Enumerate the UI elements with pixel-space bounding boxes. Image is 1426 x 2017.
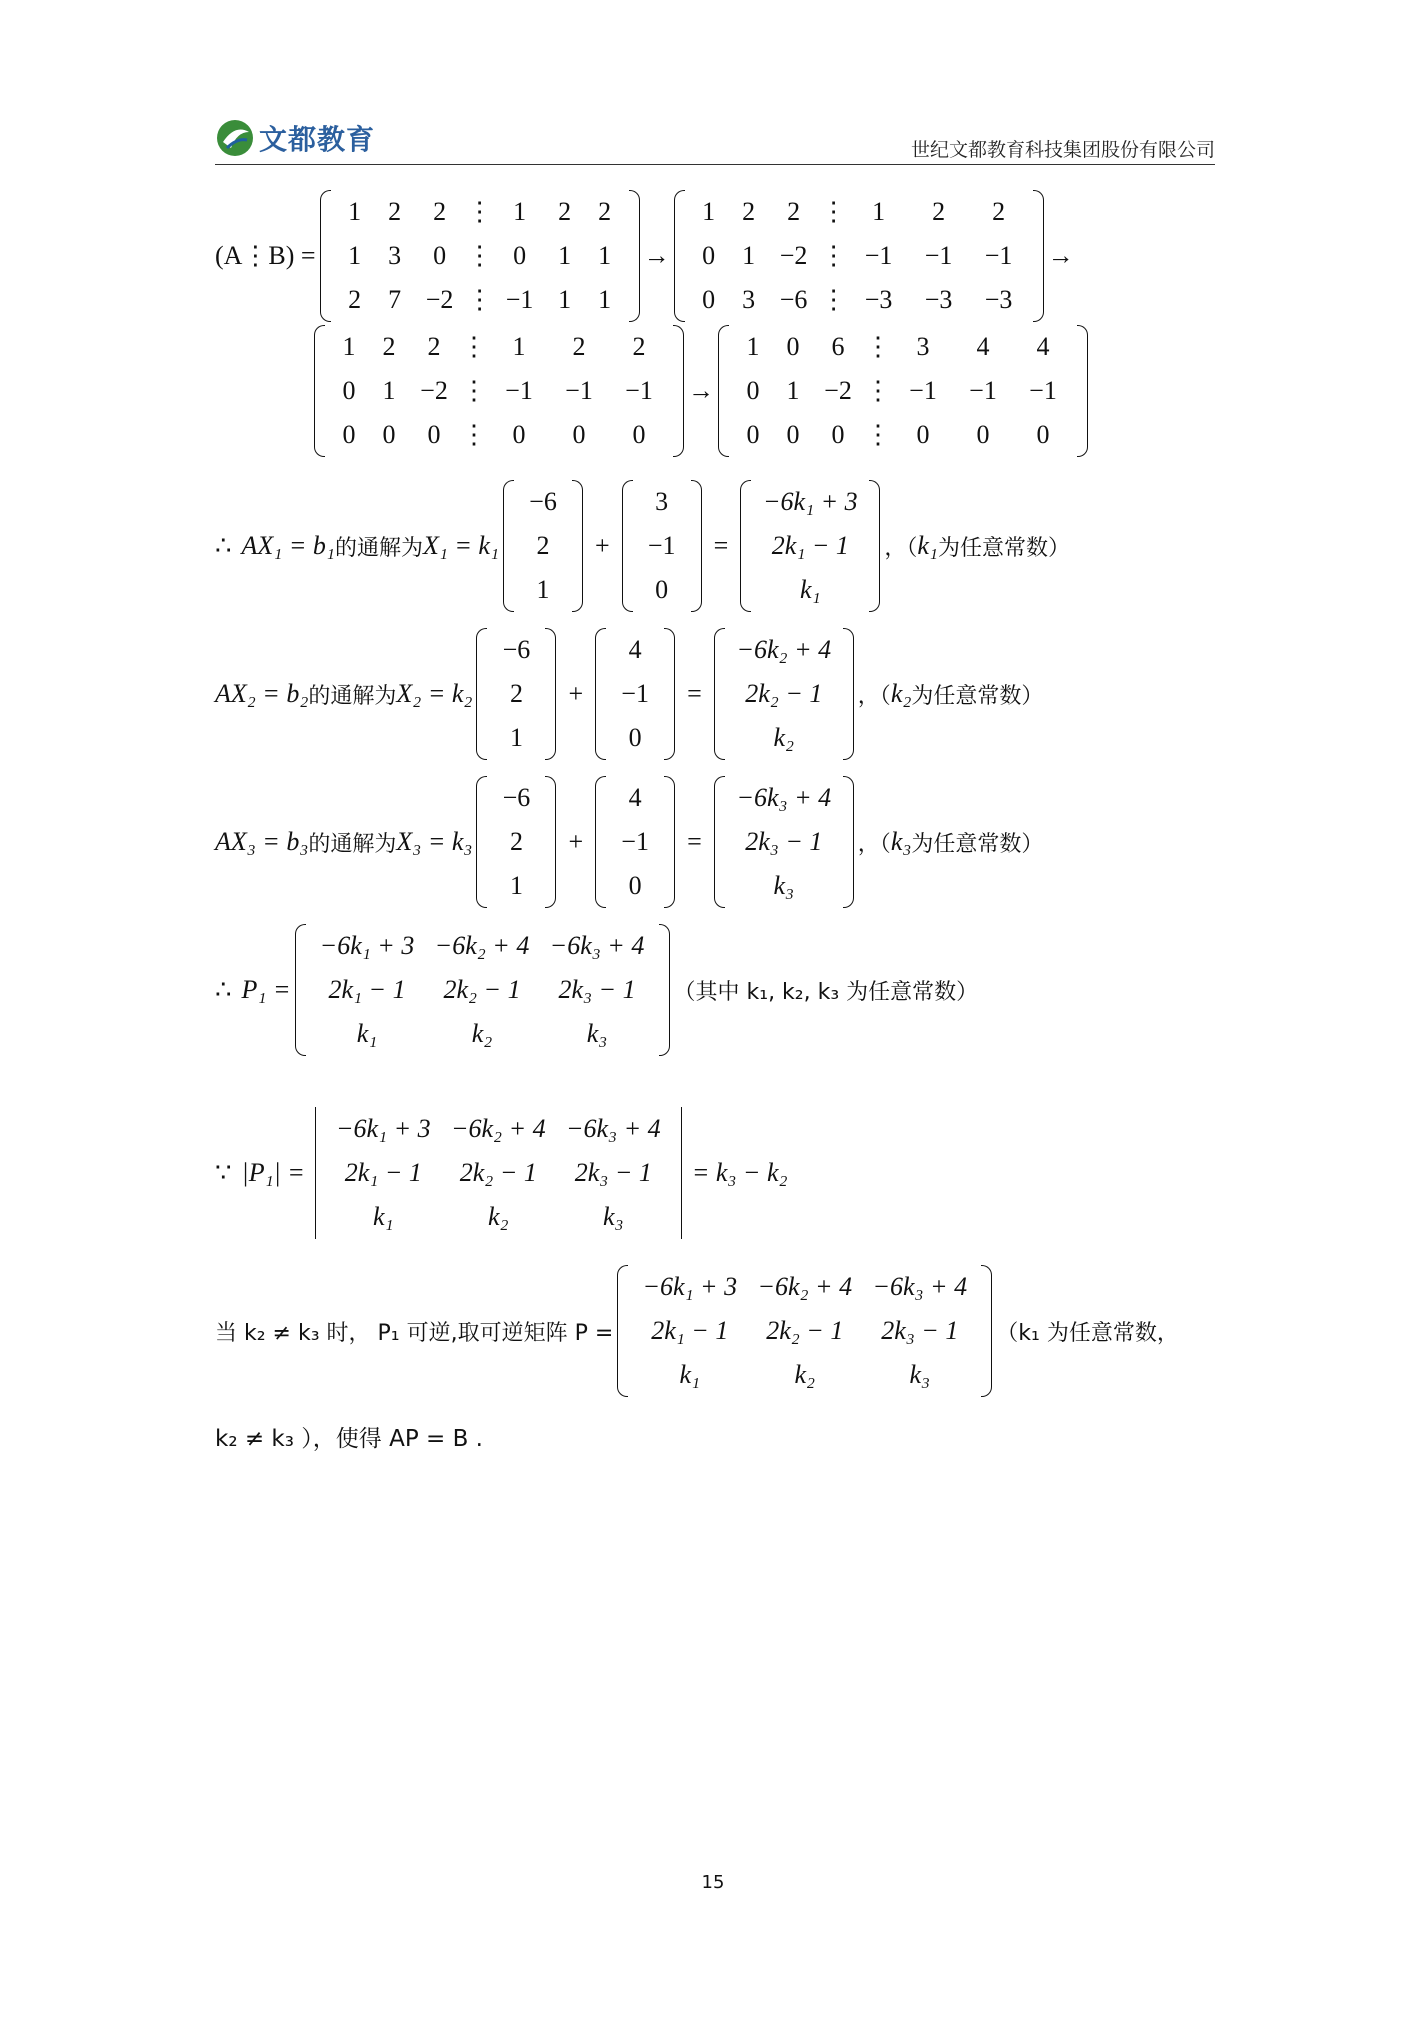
matrix-entry: 2 bbox=[932, 197, 946, 226]
matrix-entry: 0 bbox=[382, 420, 396, 449]
page-number: 15 bbox=[701, 1872, 725, 1893]
column-vector bbox=[476, 628, 556, 760]
matrix-entry: −6k₂ + 4 bbox=[450, 1114, 546, 1143]
matrix-entry: 0 bbox=[976, 420, 990, 449]
matrix-entry: 2 bbox=[992, 197, 1006, 226]
matrix-entry: 0 bbox=[632, 420, 646, 449]
matrix-entry: 2 bbox=[433, 197, 447, 226]
matrix-entry: 4 bbox=[1036, 332, 1050, 361]
matrix-entry: ⋮ bbox=[865, 420, 891, 449]
matrix-entry: −1 bbox=[984, 241, 1013, 270]
matrix-entry: 1 bbox=[558, 241, 572, 270]
matrix-entry: −6k₃ + 4 bbox=[549, 931, 645, 960]
matrix-entry: 2 bbox=[427, 332, 441, 361]
vector-entry: −6k₁ + 3 bbox=[763, 487, 858, 516]
therefore-symbol: ∴ bbox=[215, 975, 232, 1004]
matrix-entry: 4 bbox=[976, 332, 990, 361]
matrix-entry: 7 bbox=[388, 285, 402, 314]
vector-entry: 2k₂ − 1 bbox=[745, 679, 823, 708]
matrix-entry: k₂ bbox=[794, 1360, 816, 1389]
det-matrix bbox=[309, 1107, 688, 1239]
header-rule bbox=[215, 164, 1215, 165]
any-constant-label: 为任意常数） bbox=[937, 535, 1070, 561]
any-constant-label: 为任意常数） bbox=[911, 831, 1044, 857]
plus-sign: + bbox=[568, 827, 584, 856]
matrix-entry: 0 bbox=[746, 376, 760, 405]
vector-entry: 2 bbox=[509, 679, 523, 708]
vector-entry: 1 bbox=[536, 575, 550, 604]
plus-sign: + bbox=[595, 531, 610, 560]
equals-sign: = bbox=[687, 827, 702, 856]
det-lhs: |P₁| = bbox=[241, 1158, 305, 1187]
matrix-entry: 0 bbox=[916, 420, 930, 449]
logo-text: 文都教育 bbox=[259, 123, 376, 156]
final-prefix: 当 k₂ ≠ k₃ 时， P₁ 可逆,取可逆矩阵 P = bbox=[215, 1320, 614, 1346]
matrix-entry: 2k₁ − 1 bbox=[328, 975, 406, 1004]
matrix-entry: 2k₃ − 1 bbox=[558, 975, 636, 1004]
matrix-entry: 2 bbox=[572, 332, 586, 361]
matrix-entry: 1 bbox=[382, 376, 396, 405]
matrix-entry: ⋮ bbox=[820, 285, 847, 314]
matrix-entry: k₃ bbox=[586, 1019, 608, 1048]
matrix-entry: −6k₁ + 3 bbox=[642, 1272, 738, 1301]
matrix-entry: −3 bbox=[864, 285, 893, 314]
matrix-entry: 1 bbox=[742, 241, 756, 270]
matrix-entry: −1 bbox=[1029, 376, 1057, 405]
matrix-entry: 0 bbox=[702, 285, 716, 314]
any-constant-label: 为任意常数） bbox=[911, 683, 1044, 709]
matrix-3 bbox=[314, 325, 684, 457]
matrix-entry: ⋮ bbox=[820, 197, 847, 226]
matrix-entry: −6k₃ + 4 bbox=[565, 1114, 661, 1143]
matrix-entry: 0 bbox=[342, 420, 356, 449]
matrix-entry: k₂ bbox=[471, 1019, 493, 1048]
vector-entry: 2k₃ − 1 bbox=[745, 827, 823, 856]
matrix-entry: 0 bbox=[1036, 420, 1050, 449]
matrix-entry: 0 bbox=[831, 420, 845, 449]
matrix-entry: 1 bbox=[786, 376, 800, 405]
vector-entry: −6 bbox=[502, 635, 531, 664]
matrix-entry: 2k₃ − 1 bbox=[574, 1158, 652, 1187]
matrix-entry: −6 bbox=[779, 285, 808, 314]
matrix-entry: k₁ bbox=[356, 1019, 378, 1048]
matrix-entry: −1 bbox=[969, 376, 997, 405]
vector-entry: k₁ bbox=[800, 575, 821, 604]
matrix-entry: −1 bbox=[505, 285, 534, 314]
matrix-entry: ⋮ bbox=[461, 420, 487, 449]
constant-k: k₂ bbox=[890, 679, 912, 708]
matrix-entry: 0 bbox=[702, 241, 716, 270]
matrix-entry: 0 bbox=[513, 241, 527, 270]
vector-entry: 2 bbox=[536, 531, 550, 560]
vector-entry: 1 bbox=[509, 871, 523, 900]
matrix-entry: ⋮ bbox=[466, 241, 493, 270]
solution-2 bbox=[215, 628, 1043, 760]
matrix-entry: 2 bbox=[558, 197, 572, 226]
matrix-entry: −2 bbox=[425, 285, 454, 314]
matrix-entry: 2k₃ − 1 bbox=[881, 1316, 959, 1345]
matrix-entry: k₁ bbox=[679, 1360, 701, 1389]
matrix-entry: 1 bbox=[702, 197, 716, 226]
solution-1 bbox=[215, 480, 1070, 612]
vector-entry: 4 bbox=[628, 783, 642, 812]
because-symbol: ∵ bbox=[215, 1158, 232, 1187]
vector-entry: −6k₃ + 4 bbox=[736, 783, 832, 812]
matrix-entry: ⋮ bbox=[865, 332, 891, 361]
p1-lhs: P₁ = bbox=[241, 975, 291, 1004]
paren-open: ，（ bbox=[857, 683, 891, 709]
matrix-1 bbox=[320, 190, 640, 322]
matrix-entry: −6k₂ + 4 bbox=[757, 1272, 853, 1301]
matrix-entry: 2 bbox=[742, 197, 756, 226]
equals-sign: = bbox=[687, 679, 702, 708]
matrix-entry: 3 bbox=[388, 241, 402, 270]
matrix-entry: 6 bbox=[831, 332, 845, 361]
final-row bbox=[215, 1265, 1179, 1397]
matrix-entry: 1 bbox=[598, 285, 612, 314]
matrix-2 bbox=[674, 190, 1044, 322]
matrix-entry: 1 bbox=[512, 332, 526, 361]
matrix-entry: −1 bbox=[924, 241, 953, 270]
equals-sign: = bbox=[713, 531, 729, 560]
matrix-entry: 2 bbox=[598, 197, 612, 226]
paren-open: ，（ bbox=[884, 535, 918, 561]
arrow: → bbox=[1047, 241, 1074, 270]
arrow: → bbox=[688, 376, 714, 405]
p1-matrix-row bbox=[215, 924, 978, 1056]
matrix-entry: 0 bbox=[342, 376, 356, 405]
matrix-entry: k₃ bbox=[603, 1202, 624, 1231]
reduction-row-1 bbox=[215, 190, 1074, 322]
column-vector bbox=[714, 628, 854, 760]
general-solution-label: 的通解为 bbox=[308, 683, 397, 709]
vector-entry: −6 bbox=[502, 783, 531, 812]
matrix-entry: −6k₁ + 3 bbox=[319, 931, 415, 960]
matrix-entry: −1 bbox=[505, 376, 533, 405]
vector-entry: −1 bbox=[647, 531, 676, 560]
vector-entry: k₃ bbox=[773, 871, 795, 900]
final-suffix: （k₁ 为任意常数， bbox=[996, 1320, 1179, 1346]
aug-lhs: (A⋮B) = bbox=[215, 241, 316, 270]
matrix-entry: 1 bbox=[342, 332, 356, 361]
vector-entry: 2 bbox=[509, 827, 523, 856]
constant-k: k₁ bbox=[917, 531, 938, 560]
matrix-entry: k₂ bbox=[488, 1202, 509, 1231]
solution-3 bbox=[215, 776, 1043, 908]
column-vector bbox=[595, 628, 675, 760]
company-name: 世纪文都教育科技集团股份有限公司 bbox=[910, 139, 1215, 161]
general-solution-label: 的通解为 bbox=[334, 535, 423, 561]
plus-sign: + bbox=[568, 679, 584, 708]
solution-lhs: X₂ = k₂ bbox=[396, 679, 473, 708]
p1-matrix bbox=[295, 924, 670, 1056]
matrix-entry: 1 bbox=[598, 241, 612, 270]
matrix-entry: 0 bbox=[433, 241, 447, 270]
matrix-entry: ⋮ bbox=[820, 241, 847, 270]
matrix-entry: −1 bbox=[909, 376, 937, 405]
vector-entry: −6k₂ + 4 bbox=[736, 635, 832, 664]
matrix-entry: −3 bbox=[984, 285, 1013, 314]
column-vector bbox=[622, 480, 702, 612]
arrow: → bbox=[643, 241, 670, 270]
column-vector bbox=[714, 776, 854, 908]
matrix-entry: 0 bbox=[746, 420, 760, 449]
column-vector bbox=[740, 480, 880, 612]
general-solution-label: 的通解为 bbox=[308, 831, 397, 857]
matrix-entry: −2 bbox=[420, 376, 448, 405]
matrix-entry: −3 bbox=[924, 285, 953, 314]
matrix-entry: 2 bbox=[382, 332, 396, 361]
final-line: k₂ ≠ k₃ ），使得 AP = B . bbox=[215, 1426, 483, 1452]
system-lhs: AX₂ = b₂ bbox=[215, 679, 309, 708]
matrix-entry: 0 bbox=[427, 420, 441, 449]
matrix-entry: 1 bbox=[872, 197, 886, 226]
p1-note: （其中 k₁, k₂, k₃ 为任意常数） bbox=[673, 979, 979, 1005]
logo-icon bbox=[215, 118, 255, 158]
vector-entry: −1 bbox=[621, 827, 649, 856]
matrix-entry: 0 bbox=[786, 420, 800, 449]
matrix-entry: −1 bbox=[625, 376, 653, 405]
det-rhs: = k₃ − k₂ bbox=[691, 1158, 788, 1187]
matrix-entry: 1 bbox=[558, 285, 572, 314]
matrix-entry: 3 bbox=[742, 285, 756, 314]
matrix-entry: k₃ bbox=[909, 1360, 931, 1389]
matrix-entry: −6k₁ + 3 bbox=[335, 1114, 431, 1143]
matrix-entry: −2 bbox=[779, 241, 808, 270]
matrix-entry: ⋮ bbox=[461, 376, 487, 405]
matrix-entry: 0 bbox=[786, 332, 800, 361]
vector-entry: 0 bbox=[628, 723, 642, 752]
matrix-entry: ⋮ bbox=[466, 197, 493, 226]
vector-entry: 3 bbox=[655, 487, 669, 516]
logo bbox=[215, 118, 375, 158]
column-vector bbox=[503, 480, 583, 612]
matrix-entry: 2 bbox=[348, 285, 362, 314]
vector-entry: 0 bbox=[655, 575, 669, 604]
matrix-entry: 1 bbox=[513, 197, 527, 226]
matrix-entry: 2 bbox=[632, 332, 646, 361]
matrix-entry: 1 bbox=[348, 241, 362, 270]
vector-entry: 2k₁ − 1 bbox=[771, 531, 849, 560]
column-vector bbox=[476, 776, 556, 908]
p-matrix bbox=[617, 1265, 992, 1397]
vector-entry: k₂ bbox=[773, 723, 795, 752]
vector-entry: 4 bbox=[628, 635, 642, 664]
therefore-symbol: ∴ bbox=[215, 531, 232, 560]
matrix-entry: 3 bbox=[916, 332, 930, 361]
matrix-entry: −6k₂ + 4 bbox=[434, 931, 530, 960]
matrix-entry: k₁ bbox=[373, 1202, 394, 1231]
vector-entry: 0 bbox=[628, 871, 642, 900]
matrix-entry: −1 bbox=[565, 376, 593, 405]
matrix-entry: −2 bbox=[824, 376, 852, 405]
page-header bbox=[215, 112, 1215, 166]
solution-lhs: X₃ = k₃ bbox=[396, 827, 473, 856]
matrix-entry: 2 bbox=[388, 197, 402, 226]
system-lhs: AX₃ = b₃ bbox=[215, 827, 309, 856]
paren-open: ，（ bbox=[857, 831, 891, 857]
matrix-entry: 0 bbox=[572, 420, 586, 449]
vector-entry: −1 bbox=[621, 679, 649, 708]
matrix-entry: −1 bbox=[864, 241, 893, 270]
system-lhs: AX₁ = b₁ bbox=[241, 531, 335, 560]
vector-entry: 1 bbox=[509, 723, 523, 752]
matrix-entry: 2k₂ − 1 bbox=[443, 975, 521, 1004]
matrix-4 bbox=[718, 325, 1088, 457]
solution-lhs: X₁ = k₁ bbox=[422, 531, 499, 560]
determinant-row bbox=[215, 1107, 788, 1239]
matrix-entry: 1 bbox=[746, 332, 760, 361]
vector-entry: −6 bbox=[529, 487, 557, 516]
matrix-entry: ⋮ bbox=[461, 332, 487, 361]
matrix-entry: 0 bbox=[512, 420, 526, 449]
matrix-entry: ⋮ bbox=[466, 285, 493, 314]
column-vector bbox=[595, 776, 675, 908]
matrix-entry: −6k₃ + 4 bbox=[872, 1272, 968, 1301]
matrix-entry: 2k₂ − 1 bbox=[459, 1158, 537, 1187]
reduction-row-2 bbox=[310, 325, 1092, 457]
matrix-entry: 1 bbox=[348, 197, 362, 226]
matrix-entry: ⋮ bbox=[865, 376, 891, 405]
constant-k: k₃ bbox=[890, 827, 912, 856]
matrix-entry: 2k₁ − 1 bbox=[651, 1316, 729, 1345]
matrix-entry: 2 bbox=[787, 197, 801, 226]
matrix-entry: 2k₁ − 1 bbox=[344, 1158, 422, 1187]
matrix-entry: 2k₂ − 1 bbox=[766, 1316, 844, 1345]
